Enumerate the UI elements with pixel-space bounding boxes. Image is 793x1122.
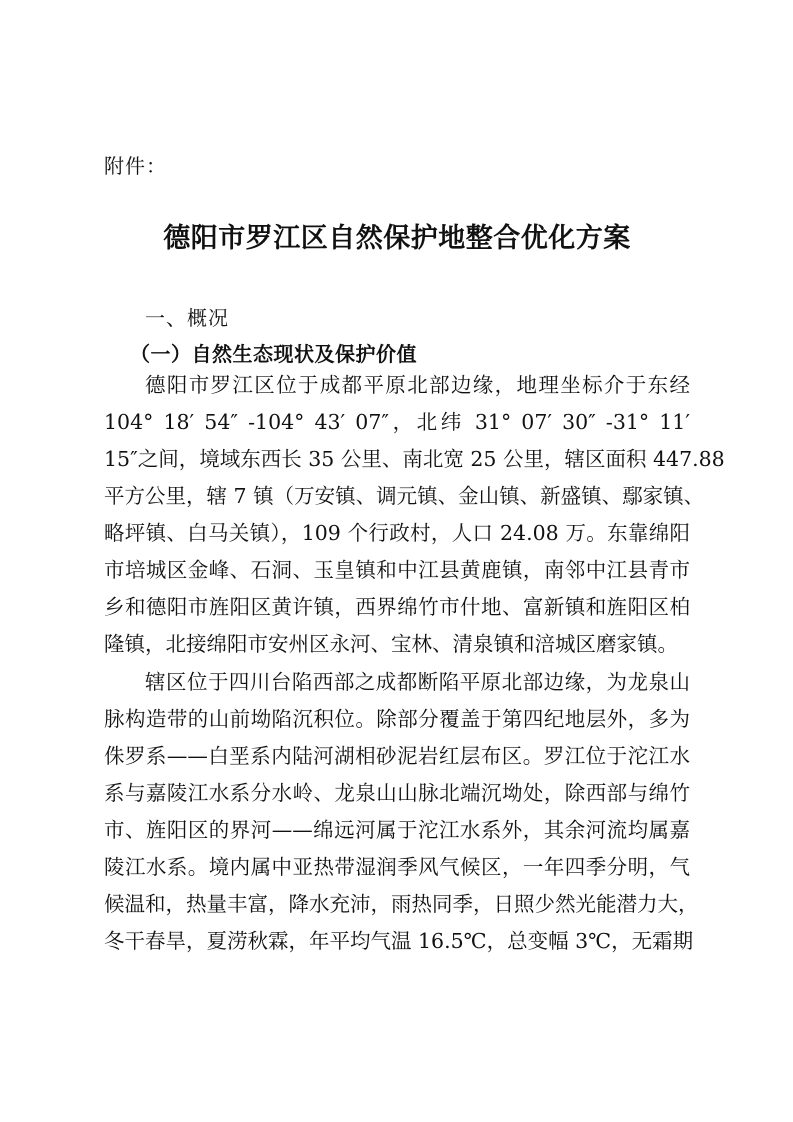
- subsection-heading: （一）自然生态现状及保护价值: [130, 342, 417, 366]
- paragraph-line: 脉构造带的山前坳陷沉积位。除部分覆盖于第四纪地层外，多为: [104, 707, 690, 731]
- paragraph-line: 系与嘉陵江水系分水岭、龙泉山山脉北端沉坳处，除西部与绵竹: [104, 781, 690, 805]
- paragraph-line: 陵江水系。境内属中亚热带湿润季风气候区，一年四季分明，气: [104, 855, 690, 879]
- paragraph-line: 辖区位于四川台陷西部之成都断陷平原北部边缘，为龙泉山: [145, 670, 690, 694]
- paragraph-line: 略坪镇、白马关镇），109 个行政村，人口 24.08 万。东靠绵阳: [104, 521, 690, 545]
- paragraph-line: 侏罗系——白垩系内陆河湖相砂泥岩红层布区。罗江位于沱江水: [104, 744, 690, 768]
- document-title: 德阳市罗江区自然保护地整合优化方案: [163, 223, 631, 254]
- paragraph-line: 德阳市罗江区位于成都平原北部边缘，地理坐标介于东经: [145, 373, 690, 397]
- paragraph-geology-climate: [104, 664, 699, 960]
- paragraph-line: 15″之间，境域东西长 35 公里、南北宽 25 公里，辖区面积 447.88: [104, 447, 725, 471]
- paragraph-line: 乡和德阳市旌阳区黄许镇，西界绵竹市什地、富新镇和旌阳区柏: [104, 595, 690, 619]
- paragraph-line: 候温和，热量丰富，降水充沛，雨热同季，日照少然光能潜力大，: [104, 892, 699, 916]
- paragraph-line: 平方公里，辖 7 镇（万安镇、调元镇、金山镇、新盛镇、鄢家镇、: [104, 484, 705, 508]
- attachment-label: 附件：: [104, 154, 167, 178]
- paragraph-line: 市培城区金峰、石洞、玉皇镇和中江县黄鹿镇，南邻中江县青市: [104, 558, 690, 582]
- paragraph-line: 冬干春旱，夏涝秋霖，年平均气温 16.5℃，总变幅 3℃，无霜期: [104, 929, 694, 953]
- paragraph-location: [104, 367, 725, 663]
- section-heading: 一、概况: [145, 306, 229, 330]
- paragraph-line: 市、旌阳区的界河——绵远河属于沱江水系外，其余河流均属嘉: [104, 818, 690, 842]
- paragraph-line: 104° 18′ 54″ -104° 43′ 07″，北纬 31° 07′ 30″ -31° 11′: [104, 410, 690, 434]
- paragraph-line: 隆镇，北接绵阳市安州区永河、宝林、清泉镇和涪城区磨家镇。: [104, 632, 678, 656]
